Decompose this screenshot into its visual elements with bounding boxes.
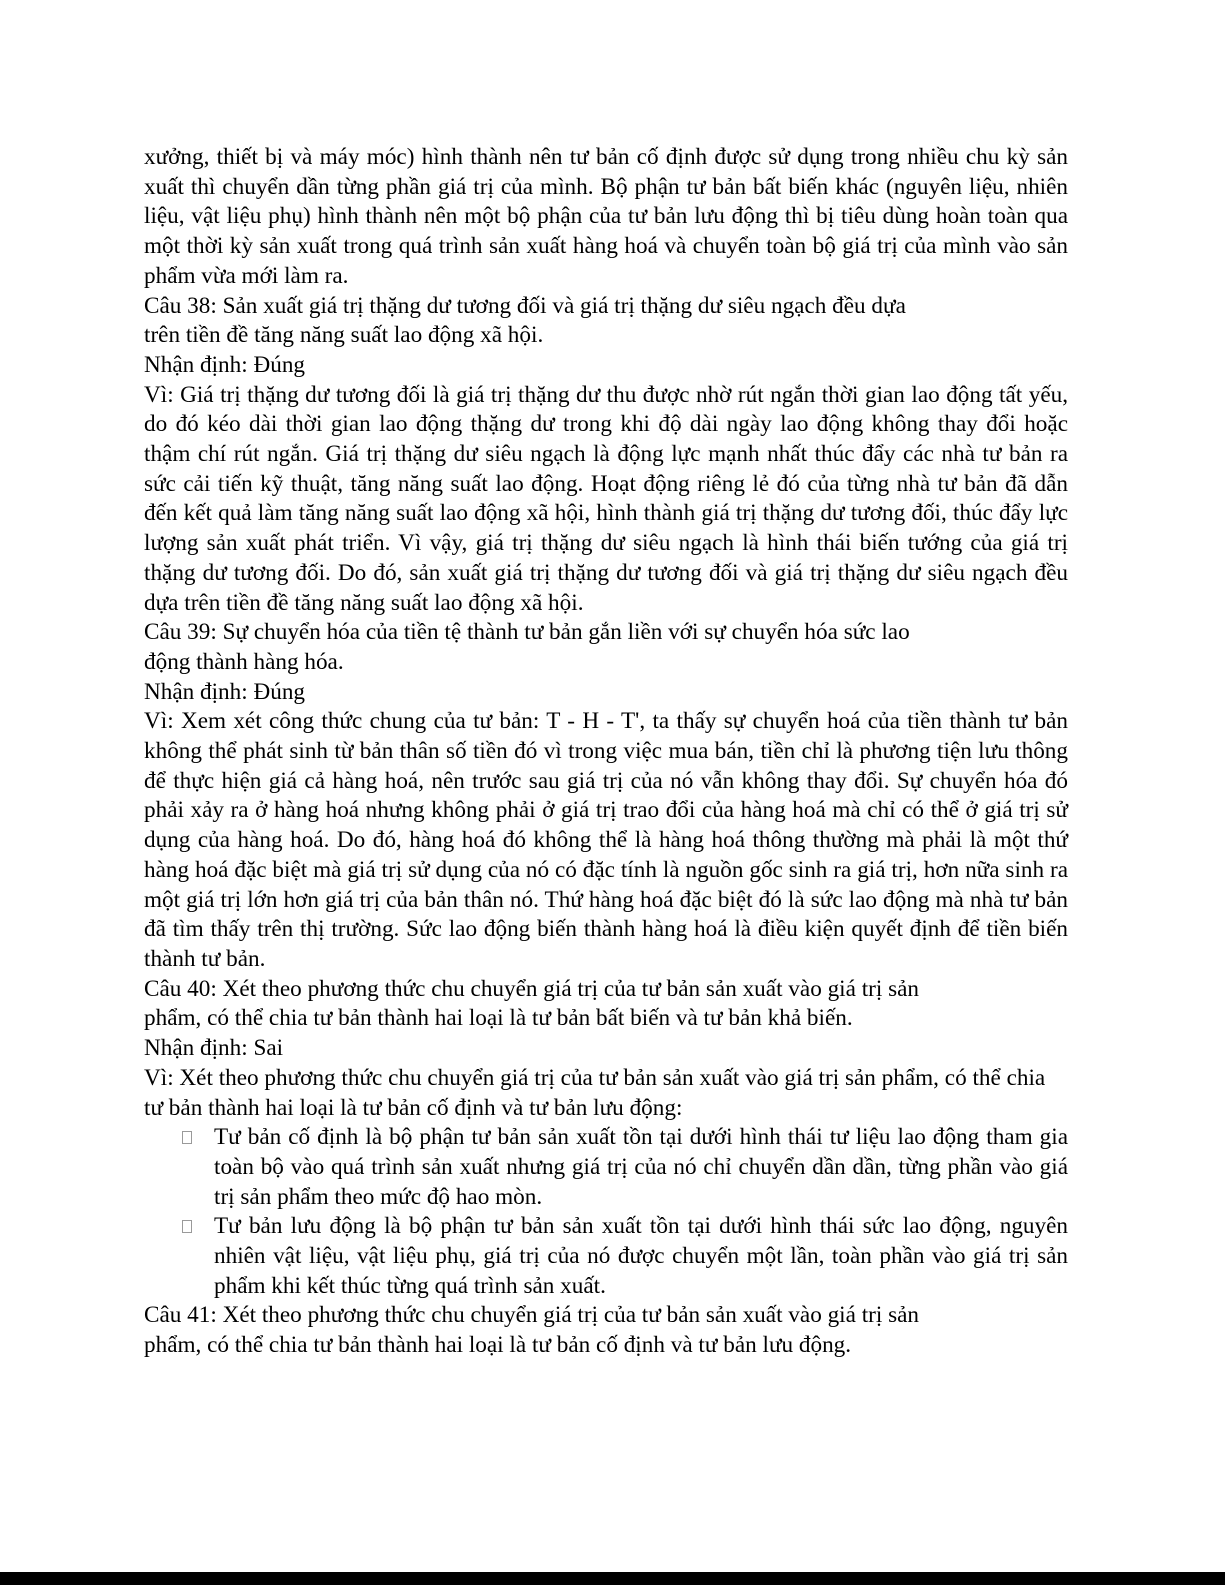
verdict-38: Nhận định: Đúng <box>144 351 306 378</box>
question-38-line-1: Câu 38: Sản xuất giá trị thặng dư tương đối và giá trị thặng dư siêu ngạch đều dựa <box>144 292 906 319</box>
explanation-40: Vì: Xét theo phương thức chu chuyển giá trị của tư bản sản xuất vào giá trị sản phẩm, có thể chia tư bản thành hai loại là tư bản cố định và tư bản lưu động: <box>144 1064 1046 1121</box>
question-39-line-2: động thành hàng hóa. <box>144 648 344 675</box>
bullet-box-icon <box>182 1220 192 1233</box>
question-40-line-1: Câu 40: Xét theo phương thức chu chuyển giá trị của tư bản sản xuất vào giá trị sản <box>144 975 920 1002</box>
bullet-text: Tư bản lưu động là bộ phận tư bản sản xuất tồn tại dưới hình thái sức lao động, nguyên nhiên vật liệu, vật liệu phụ, giá trị của nó được chuyển một lần, toàn phần vào giá trị sản phẩm khi kết thúc từng quá trình sản xuất. <box>214 1213 1068 1299</box>
paragraph-intro: xưởng, thiết bị và máy móc) hình thành nên tư bản cố định được sử dụng trong nhiều chu kỳ sản xuất thì chuyển dần từng phần giá trị của mình. Bộ phận tư bản bất biến khác (nguyên liệu, nhiên liệu, vật liệu phụ) hình thành nên một bộ phận của tư bản lưu động thì bị tiêu dùng hoàn toàn qua một thời kỳ sản xuất trong quá trình sản xuất hàng hoá và chuyển toàn bộ giá trị của mình vào sản phẩm vừa mới làm ra. <box>144 144 1068 289</box>
question-38-line-2: trên tiền đề tăng năng suất lao động xã hội. <box>144 322 544 349</box>
question-39-line-1: Câu 39: Sự chuyển hóa của tiền tệ thành tư bản gắn liền với sự chuyển hóa sức lao <box>144 619 910 646</box>
verdict-39: Nhận định: Đúng <box>144 678 306 705</box>
document-page <box>144 143 1068 1361</box>
explanation-39: Vì: Xem xét công thức chung của tư bản: T - H - T', ta thấy sự chuyển hoá của tiền thành tư bản không thể phát sinh từ bản thân số tiền đó vì trong việc mua bán, tiền chỉ là phương tiện lưu thông để thực hiện giá cả hàng hoá, nên trước sau giá trị của nó vẫn không thay đổi. Sự chuyển hóa đó phải xảy ra ở hàng hoá nhưng không phải ở giá trị trao đổi của hàng hoá mà chỉ có thể ở giá trị sử dụng của hàng hoá. Do đó, hàng hoá đó không thể là hàng hoá thông thường mà phải là một thứ hàng hoá đặc biệt mà giá trị sử dụng của nó có đặc tính là nguồn gốc sinh ra giá trị, hơn nữa sinh ra một giá trị lớn hơn giá trị của bản thân nó. Thứ hàng hoá đặc biệt đó là sức lao động mà nhà tư bản đã tìm thấy trên thị trường. Sức lao động biến thành hàng hoá là điều kiện quyết định để tiền biến thành tư bản. <box>144 708 1068 972</box>
bullet-item-fixed-capital <box>144 1123 1068 1212</box>
page-bottom-border <box>0 1572 1225 1585</box>
bullet-box-icon <box>182 1131 192 1144</box>
bullet-text: Tư bản cố định là bộ phận tư bản sản xuất tồn tại dưới hình thái tư liệu lao động tham gia toàn bộ vào quá trình sản xuất nhưng giá trị của nó chỉ chuyển dần dần, từng phần vào giá trị sản phẩm theo mức độ hao mòn. <box>214 1124 1068 1210</box>
question-40-line-2: phẩm, có thể chia tư bản thành hai loại là tư bản bất biến và tư bản khả biến. <box>144 1005 853 1032</box>
verdict-40: Nhận định: Sai <box>144 1035 284 1062</box>
question-41-line-1: Câu 41: Xét theo phương thức chu chuyển giá trị của tư bản sản xuất vào giá trị sản <box>144 1302 920 1329</box>
bullet-list <box>144 1123 1068 1301</box>
bullet-item-circulating-capital <box>144 1212 1068 1301</box>
explanation-38: Vì: Giá trị thặng dư tương đối là giá trị thặng dư thu được nhờ rút ngắn thời gian lao động tất yếu, do đó kéo dài thời gian lao động thặng dư trong khi độ dài ngày lao động không thay đổi hoặc thậm chí rút ngắn. Giá trị thặng dư siêu ngạch là động lực mạnh nhất thúc đẩy các nhà tư bản ra sức cải tiến kỹ thuật, tăng năng suất lao động. Hoạt động riêng lẻ đó của từng nhà tư bản đã dẫn đến kết quả làm tăng năng suất lao động xã hội, hình thành giá trị thặng dư tương đối, thúc đẩy lực lượng sản xuất phát triển. Vì vậy, giá trị thặng dư siêu ngạch là hình thái biến tướng của giá trị thặng dư tương đối. Do đó, sản xuất giá trị thặng dư tương đối và giá trị thặng dư siêu ngạch đều dựa trên tiền đề tăng năng suất lao động xã hội. <box>144 381 1068 616</box>
question-41-line-2: phẩm, có thể chia tư bản thành hai loại là tư bản cố định và tư bản lưu động. <box>144 1332 852 1359</box>
